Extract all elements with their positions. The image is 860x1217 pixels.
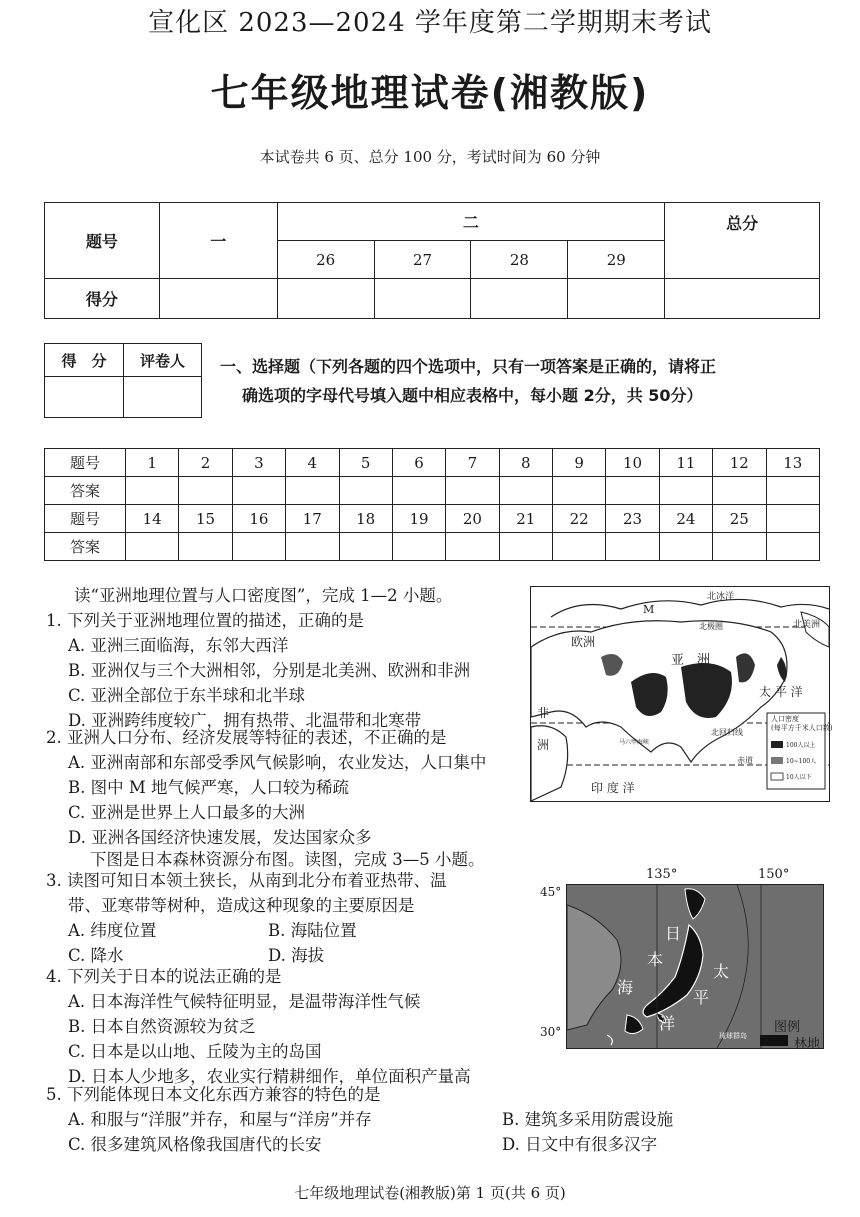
label-indian-ocean: 印 度 洋 bbox=[591, 781, 635, 795]
score-sub-28: 28 bbox=[471, 241, 568, 279]
answer-cell[interactable] bbox=[499, 477, 552, 505]
answer-cell[interactable] bbox=[659, 533, 712, 561]
question-4 bbox=[46, 964, 471, 1089]
answer-cell[interactable] bbox=[553, 477, 606, 505]
answer-cell[interactable] bbox=[766, 477, 820, 505]
japan-legend-title: 图例 bbox=[774, 1020, 801, 1035]
q2-option-a[interactable]: A. 亚洲南部和东部受季风气候影响，农业发达，人口集中 bbox=[68, 753, 487, 772]
q4-option-c[interactable]: C. 日本是以山地、丘陵为主的岛国 bbox=[68, 1042, 322, 1061]
answer-num: 7 bbox=[446, 449, 499, 477]
q3-stem-line1: 3. 读图可知日本领土狭长，从南到北分布着亚热带、温 bbox=[46, 871, 447, 890]
q4-option-d[interactable]: D. 日本人少地多，农业实行精耕细作，单位面积产量高 bbox=[68, 1067, 471, 1086]
score-part1: 一 bbox=[159, 203, 277, 279]
label-ryukyu: 琉球群岛 bbox=[719, 1032, 747, 1040]
q2-option-d[interactable]: D. 亚洲各国经济快速发展，发达国家众多 bbox=[68, 828, 372, 847]
q4-option-b[interactable]: B. 日本自然资源较为贫乏 bbox=[68, 1017, 256, 1036]
answer-num: 11 bbox=[659, 449, 712, 477]
answer-num: 2 bbox=[179, 449, 232, 477]
score-table bbox=[44, 202, 820, 319]
answer-num: 3 bbox=[232, 449, 285, 477]
legend-dense: 100人以上 bbox=[786, 742, 816, 749]
answer-cell[interactable] bbox=[553, 533, 606, 561]
answer-num: 16 bbox=[232, 505, 285, 533]
q3-options-row1 bbox=[46, 918, 447, 943]
score-cell[interactable] bbox=[277, 279, 374, 319]
q2-option-b[interactable]: B. 图中 M 地气候严寒，人口较为稀疏 bbox=[68, 778, 349, 797]
label-north-america: 北美洲 bbox=[793, 620, 821, 630]
q4-stem: 4. 下列关于日本的说法正确的是 bbox=[46, 967, 282, 986]
label-yang: 洋 bbox=[659, 1014, 676, 1033]
label-arctic-circle: 北极圈 bbox=[699, 622, 723, 631]
q3-option-c[interactable]: C. 降水 bbox=[68, 946, 124, 965]
answer-cell[interactable] bbox=[286, 477, 339, 505]
label-europe: 欧洲 bbox=[571, 635, 596, 649]
answer-cell[interactable] bbox=[713, 533, 766, 561]
q5-option-b[interactable]: B. 建筑多采用防震设施 bbox=[502, 1110, 674, 1129]
lon-150: 150° bbox=[758, 867, 790, 882]
answer-num: 25 bbox=[713, 505, 766, 533]
answer-num: 14 bbox=[126, 505, 179, 533]
answer-num: 4 bbox=[286, 449, 339, 477]
answer-num: 9 bbox=[553, 449, 606, 477]
answer-cell[interactable] bbox=[713, 477, 766, 505]
section1-line1: 一、选择题（下列各题的四个选项中，只有一项答案是正确的，请将正 bbox=[220, 357, 717, 376]
q5-options-row2 bbox=[46, 1132, 673, 1157]
answer-num: 17 bbox=[286, 505, 339, 533]
legend-sparse: 10人以下 bbox=[786, 774, 812, 781]
answer-num: 6 bbox=[392, 449, 445, 477]
q5-options-row1 bbox=[46, 1107, 673, 1132]
q5-stem: 5. 下列能体现日本文化东西方兼容的特色的是 bbox=[46, 1085, 381, 1104]
answer-empty bbox=[766, 533, 820, 561]
question-5 bbox=[46, 1082, 673, 1157]
answer-cell[interactable] bbox=[659, 477, 712, 505]
question-2 bbox=[46, 725, 486, 850]
answer-label-da: 答案 bbox=[45, 533, 126, 561]
score-total: 总分 bbox=[665, 203, 820, 279]
answer-num: 10 bbox=[606, 449, 659, 477]
answer-cell[interactable] bbox=[606, 477, 659, 505]
section1-instructions bbox=[220, 352, 830, 410]
answer-cell[interactable] bbox=[232, 477, 285, 505]
answer-num: 23 bbox=[606, 505, 659, 533]
lon-135: 135° bbox=[646, 867, 678, 882]
answer-cell[interactable] bbox=[179, 477, 232, 505]
lat-30: 30° bbox=[540, 1025, 562, 1039]
grader-score-cell[interactable] bbox=[45, 377, 124, 418]
q3-option-b[interactable]: B. 海陆位置 bbox=[268, 921, 357, 940]
answer-cell[interactable] bbox=[392, 533, 445, 561]
score-cell[interactable] bbox=[665, 279, 820, 319]
label-ben: 本 bbox=[647, 950, 664, 969]
grader-score-label: 得 分 bbox=[45, 344, 124, 377]
score-part2: 二 bbox=[277, 203, 665, 241]
answer-cell[interactable] bbox=[606, 533, 659, 561]
answer-num: 24 bbox=[659, 505, 712, 533]
q1-option-d[interactable]: D. 亚洲跨纬度较广，拥有热带、北温带和北寒带 bbox=[68, 711, 422, 730]
grader-name-cell[interactable] bbox=[124, 377, 202, 418]
answer-cell[interactable] bbox=[126, 477, 179, 505]
label-arctic-ocean: 北冰洋 bbox=[707, 592, 735, 602]
question-1 bbox=[46, 608, 470, 733]
label-ping: 平 bbox=[693, 988, 710, 1007]
answer-label-ti: 题号 bbox=[45, 505, 126, 533]
score-cell[interactable] bbox=[568, 279, 665, 319]
section1-line2: 确选项的字母代号填入题中相应表格中，每小题 2分，共 50分） bbox=[242, 386, 703, 405]
answer-table bbox=[44, 448, 820, 561]
answer-num: 8 bbox=[499, 449, 552, 477]
exam-header: 宣化区 2023—2024 学年度第二学期期末考试 bbox=[148, 8, 712, 38]
answer-num: 22 bbox=[553, 505, 606, 533]
score-sub-27: 27 bbox=[374, 241, 471, 279]
score-cell[interactable] bbox=[471, 279, 568, 319]
legend-medium: 10~100人 bbox=[786, 758, 817, 765]
answer-num: 15 bbox=[179, 505, 232, 533]
label-equator: 赤道 bbox=[737, 756, 753, 765]
answer-num: 18 bbox=[339, 505, 392, 533]
answer-num: 1 bbox=[126, 449, 179, 477]
q2-option-c[interactable]: C. 亚洲是世界上人口最多的大洲 bbox=[68, 803, 306, 822]
answer-label-da: 答案 bbox=[45, 477, 126, 505]
q1-option-c[interactable]: C. 亚洲全部位于东半球和北半球 bbox=[68, 686, 306, 705]
score-cell[interactable] bbox=[374, 279, 471, 319]
label-tai: 太 bbox=[713, 962, 730, 981]
answer-cell[interactable] bbox=[446, 477, 499, 505]
q5-option-c[interactable]: C. 很多建筑风格像我国唐代的长安 bbox=[68, 1135, 322, 1154]
label-asia: 亚 洲 bbox=[671, 653, 711, 668]
asia-population-map bbox=[530, 586, 833, 802]
answer-cell[interactable] bbox=[339, 477, 392, 505]
answer-num: 21 bbox=[499, 505, 552, 533]
answer-num: 12 bbox=[713, 449, 766, 477]
page-footer: 七年级地理试卷(湘教版)第 1 页(共 6 页) bbox=[294, 1184, 566, 1202]
q2-stem: 2. 亚洲人口分布、经济发展等特征的表述，不正确的是 bbox=[46, 728, 447, 747]
answer-label-ti: 题号 bbox=[45, 449, 126, 477]
q5-option-d[interactable]: D. 日文中有很多汉字 bbox=[502, 1135, 658, 1154]
intro-q1-2: 读“亚洲地理位置与人口密度图”，完成 1—2 小题。 bbox=[74, 586, 453, 605]
q3-option-d[interactable]: D. 海拔 bbox=[268, 946, 325, 965]
answer-empty bbox=[766, 505, 820, 533]
label-malacca: 马六甲海峡 bbox=[619, 739, 650, 746]
q1-option-a[interactable]: A. 亚洲三面临海，东邻大西洋 bbox=[68, 636, 289, 655]
label-ri: 日 bbox=[665, 924, 682, 943]
score-label-ti: 题号 bbox=[45, 203, 160, 279]
answer-num: 19 bbox=[392, 505, 445, 533]
answer-cell[interactable] bbox=[179, 533, 232, 561]
answer-cell[interactable] bbox=[499, 533, 552, 561]
legend-title: 人口密度 (每平方千米人口数) bbox=[771, 715, 833, 732]
score-sub-26: 26 bbox=[277, 241, 374, 279]
label-tropic-cancer: 北回归线 bbox=[711, 728, 743, 737]
answer-cell[interactable] bbox=[446, 533, 499, 561]
answer-num: 5 bbox=[339, 449, 392, 477]
score-sub-29: 29 bbox=[568, 241, 665, 279]
answer-num: 20 bbox=[446, 505, 499, 533]
intro-q3-5: 下图是日本森林资源分布图。读图，完成 3—5 小题。 bbox=[90, 850, 485, 869]
score-label-defen: 得分 bbox=[45, 279, 160, 319]
answer-num: 13 bbox=[766, 449, 820, 477]
exam-info: 本试卷共 6 页、总分 100 分，考试时间为 60 分钟 bbox=[259, 148, 601, 166]
answer-cell[interactable] bbox=[339, 533, 392, 561]
q3-option-a[interactable]: A. 纬度位置 bbox=[68, 921, 157, 940]
japan-legend-forest: 林地 bbox=[794, 1037, 821, 1052]
score-cell[interactable] bbox=[159, 279, 277, 319]
q3-stem-line2: 带、亚寒带等树种，造成这种现象的主要原因是 bbox=[68, 896, 415, 915]
q1-stem: 1. 下列关于亚洲地理位置的描述，正确的是 bbox=[46, 611, 364, 630]
label-africa: 非 洲 bbox=[537, 706, 550, 752]
label-m: M bbox=[643, 603, 655, 616]
answer-cell[interactable] bbox=[392, 477, 445, 505]
grader-label: 评卷人 bbox=[124, 344, 202, 377]
exam-title: 七年级地理试卷(湘教版) bbox=[210, 71, 650, 115]
answer-cell[interactable] bbox=[232, 533, 285, 561]
japan-legend-swatch bbox=[760, 1035, 788, 1046]
question-3 bbox=[46, 868, 447, 968]
label-hai: 海 bbox=[617, 978, 634, 997]
grader-table bbox=[44, 343, 202, 418]
answer-cell[interactable] bbox=[286, 533, 339, 561]
q5-option-a[interactable]: A. 和服与“洋服”并存，和屋与“洋房”并存 bbox=[68, 1110, 372, 1129]
q4-option-a[interactable]: A. 日本海洋性气候特征明显，是温带海洋性气候 bbox=[68, 992, 421, 1011]
q1-option-b[interactable]: B. 亚洲仅与三个大洲相邻，分别是北美洲、欧洲和非洲 bbox=[68, 661, 471, 680]
label-pacific: 太 平 洋 bbox=[759, 685, 803, 699]
lat-45: 45° bbox=[540, 885, 562, 899]
answer-cell[interactable] bbox=[126, 533, 179, 561]
